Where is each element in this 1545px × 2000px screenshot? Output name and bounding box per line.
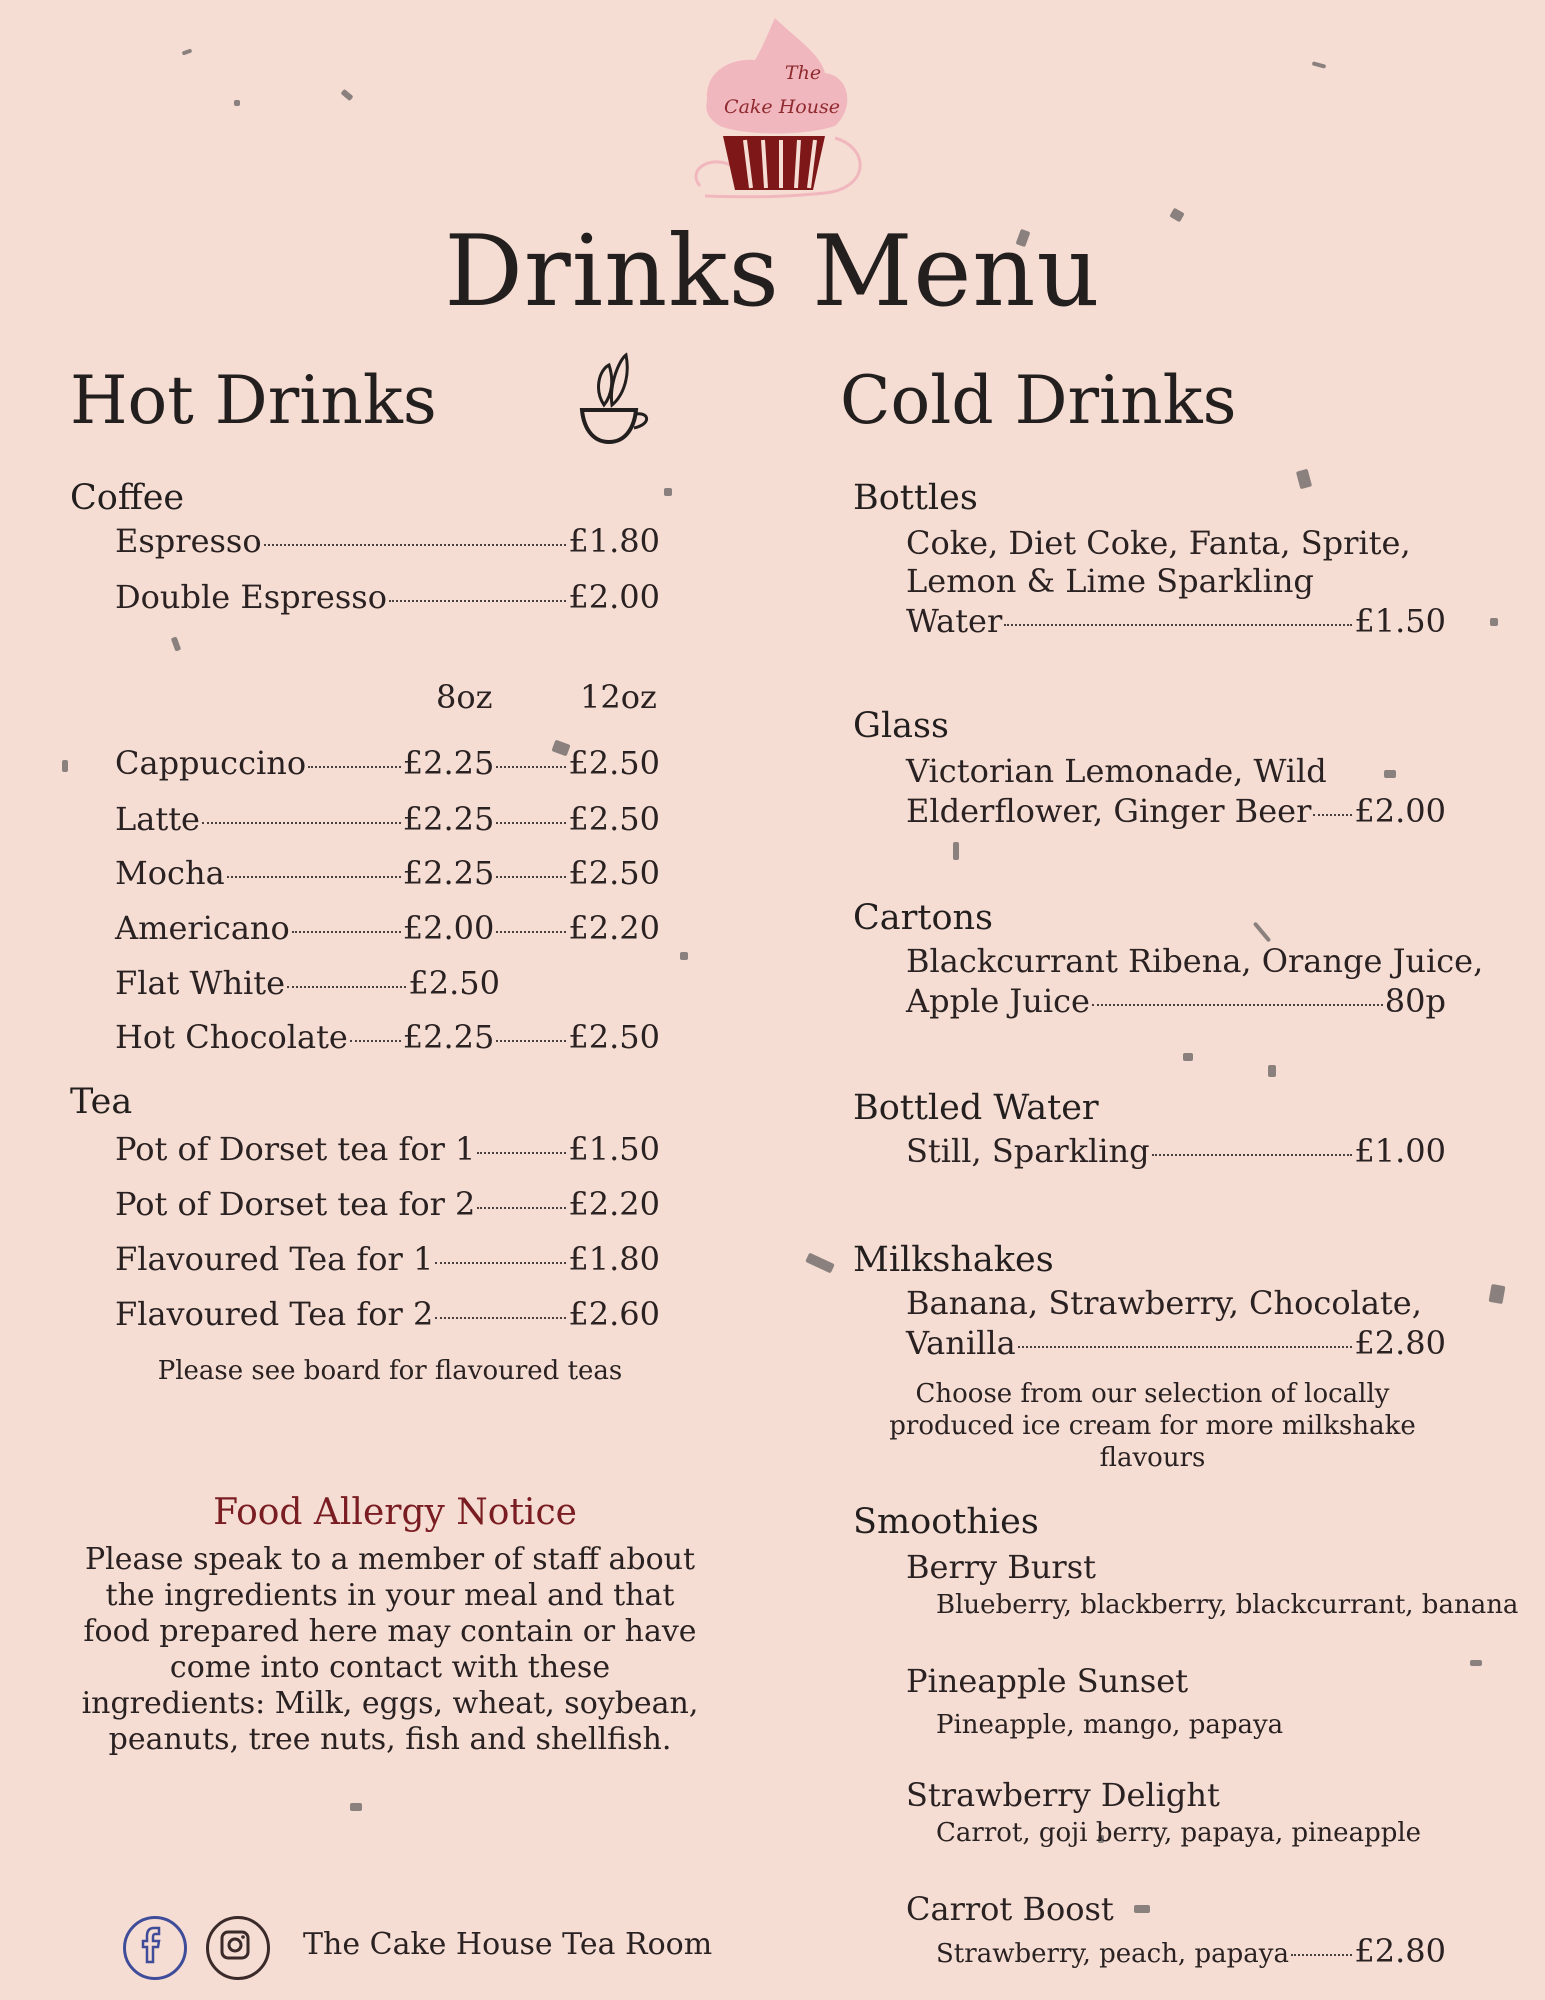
list-item <box>906 792 1446 830</box>
logo-text-name: Cake House <box>724 96 840 118</box>
milkshakes-desc-line: Banana, Strawberry, Chocolate, <box>906 1284 1422 1322</box>
footer-text: The Cake House Tea Room <box>303 1927 713 1962</box>
smoothie-desc: Pineapple, mango, papaya <box>936 1710 1284 1740</box>
size-header-12oz: 12oz <box>580 678 657 716</box>
item-name: Mocha <box>115 854 225 892</box>
price-12oz: £2.50 <box>568 744 660 782</box>
list-item <box>115 578 660 616</box>
list-item <box>906 1132 1446 1170</box>
smoothies-section-label: Smoothies <box>853 1502 1039 1542</box>
dot-leader <box>1004 624 1352 626</box>
logo-text-the: The <box>784 62 822 84</box>
table-row <box>115 909 660 947</box>
table-row <box>115 1018 660 1056</box>
price-8oz: £2.00 <box>402 909 495 947</box>
bottled-water-section-label: Bottled Water <box>853 1088 1099 1128</box>
smoothie-name: Pineapple Sunset <box>906 1662 1189 1700</box>
smoothie-desc: Strawberry, peach, papaya <box>936 1939 1289 1969</box>
price-12oz: £2.50 <box>568 1018 660 1056</box>
price-8oz: £2.25 <box>402 800 495 838</box>
price-8oz: £2.25 <box>402 744 495 782</box>
allergy-text: Please speak to a member of staff about the ingredients in your meal and that food prepared here may contain or have come into contact with these ingredients: Milk, eggs, wheat, soybean, peanuts, tree nuts, fish and shellfish. <box>81 1542 699 1757</box>
dot-leader <box>227 876 401 878</box>
glass-section-label: Glass <box>853 706 949 746</box>
instagram-icon[interactable] <box>206 1916 270 1980</box>
item-name: Flat White <box>115 964 286 1002</box>
item-price: £1.50 <box>1354 602 1446 640</box>
cartons-section-label: Cartons <box>853 898 994 938</box>
item-name: Flavoured Tea for 2 <box>115 1295 434 1333</box>
dot-leader <box>496 1040 566 1042</box>
dot-leader <box>496 876 566 878</box>
item-name: Pot of Dorset tea for 2 <box>115 1185 476 1223</box>
price-8oz: £2.50 <box>408 964 500 1002</box>
item-name: Elderflower, Ginger Beer <box>906 792 1312 830</box>
item-name: Espresso <box>115 522 262 560</box>
hot-drinks-heading: Hot Drinks <box>70 362 437 439</box>
dot-leader <box>435 1317 566 1319</box>
item-name: Still, Sparkling <box>906 1132 1150 1170</box>
table-row <box>115 744 660 782</box>
list-item <box>115 1185 660 1223</box>
milkshake-note: Choose from our selection of locally produced ice cream for more milkshake flavours <box>889 1379 1416 1473</box>
dot-leader <box>1313 814 1352 816</box>
coffee-section-label: Coffee <box>70 478 185 518</box>
price-12oz: £2.50 <box>568 854 660 892</box>
item-price: £2.60 <box>568 1295 660 1333</box>
item-name: Americano <box>115 909 290 947</box>
price-8oz: £2.25 <box>402 1018 495 1056</box>
list-item <box>906 1324 1446 1362</box>
item-price: £1.50 <box>568 1130 660 1168</box>
item-price: £1.80 <box>568 1240 660 1278</box>
cake-house-logo <box>685 18 875 238</box>
dot-leader <box>1291 1954 1352 1956</box>
item-name: Cappuccino <box>115 744 307 782</box>
dot-leader <box>1152 1154 1353 1156</box>
glass-desc-line: Victorian Lemonade, Wild <box>906 752 1327 790</box>
tea-note: Please see board for flavoured teas <box>157 1356 623 1386</box>
item-price: £1.80 <box>568 522 660 560</box>
cartons-desc-line: Blackcurrant Ribena, Orange Juice, <box>906 942 1484 980</box>
table-row <box>115 964 500 1002</box>
item-name: Apple Juice <box>906 982 1090 1020</box>
item-name: Pot of Dorset tea for 1 <box>115 1130 476 1168</box>
price-12oz: £2.20 <box>568 909 660 947</box>
dot-leader <box>496 766 566 768</box>
item-name: Latte <box>115 800 200 838</box>
list-item <box>115 1295 660 1333</box>
cold-drinks-heading: Cold Drinks <box>840 362 1237 439</box>
item-price: 80p <box>1384 982 1446 1020</box>
smoothie-desc: Carrot, goji berry, papaya, pineapple <box>936 1818 1422 1848</box>
item-price: £1.00 <box>1354 1132 1446 1170</box>
page-title: Drinks Menu <box>444 215 1101 329</box>
facebook-icon[interactable] <box>123 1916 187 1980</box>
item-name: Water <box>906 602 1003 640</box>
table-row <box>115 800 660 838</box>
item-name: Hot Chocolate <box>115 1018 348 1056</box>
list-item <box>906 602 1446 640</box>
allergy-title: Food Allergy Notice <box>213 1492 577 1533</box>
dot-leader <box>202 822 401 824</box>
table-row <box>115 854 660 892</box>
dot-leader <box>477 1207 566 1209</box>
item-name: Double Espresso <box>115 578 387 616</box>
dot-leader <box>496 931 566 933</box>
dot-leader <box>264 544 567 546</box>
dot-leader <box>1092 1004 1383 1006</box>
item-price: £2.00 <box>1354 792 1446 830</box>
milkshakes-section-label: Milkshakes <box>853 1240 1054 1280</box>
list-item <box>115 1130 660 1168</box>
item-price: £2.00 <box>568 578 660 616</box>
item-name: Vanilla <box>906 1324 1016 1362</box>
dot-leader <box>292 931 401 933</box>
list-item <box>906 982 1446 1020</box>
item-price: £2.80 <box>1354 1324 1446 1362</box>
bottles-desc-line: Lemon & Lime Sparkling <box>906 562 1314 600</box>
bottles-desc-line: Coke, Diet Coke, Fanta, Sprite, <box>906 524 1411 562</box>
dot-leader <box>287 986 406 988</box>
smoothie-name: Berry Burst <box>906 1548 1096 1586</box>
dot-leader <box>435 1262 566 1264</box>
dot-leader <box>1018 1346 1353 1348</box>
tea-section-label: Tea <box>70 1082 133 1122</box>
teacup-icon <box>574 350 656 450</box>
smoothie-desc: Blueberry, blackberry, blackcurrant, banana <box>936 1590 1519 1620</box>
item-price: £2.80 <box>1354 1932 1446 1970</box>
dot-leader <box>308 766 401 768</box>
dot-leader <box>477 1152 566 1154</box>
list-item <box>936 1932 1446 1970</box>
dot-leader <box>389 600 566 602</box>
smoothie-name: Strawberry Delight <box>906 1776 1220 1814</box>
size-header-8oz: 8oz <box>436 678 493 716</box>
dot-leader <box>350 1040 401 1042</box>
price-8oz: £2.25 <box>402 854 495 892</box>
item-name: Flavoured Tea for 1 <box>115 1240 434 1278</box>
bottles-section-label: Bottles <box>853 478 978 518</box>
item-price: £2.20 <box>568 1185 660 1223</box>
list-item <box>115 1240 660 1278</box>
smoothie-name: Carrot Boost <box>906 1890 1114 1928</box>
dot-leader <box>496 822 566 824</box>
price-12oz: £2.50 <box>568 800 660 838</box>
list-item <box>115 522 660 560</box>
